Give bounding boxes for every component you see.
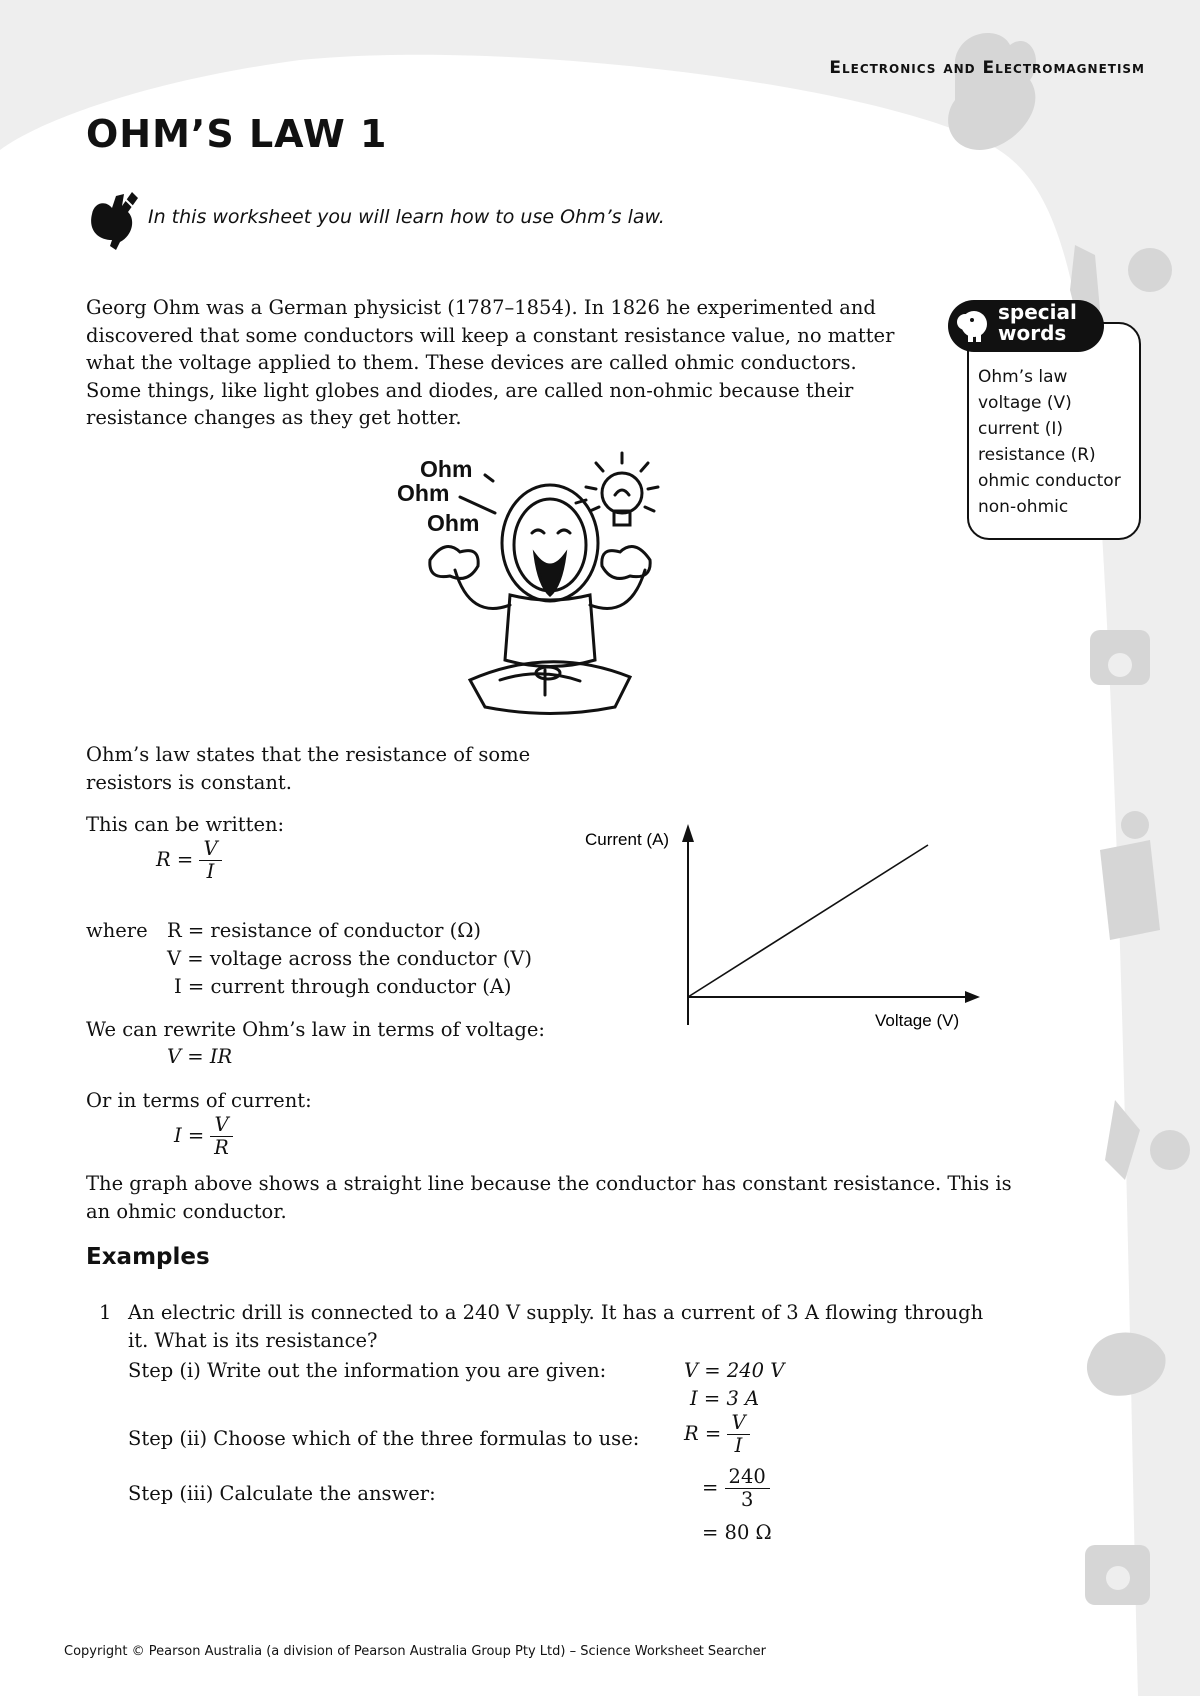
fraction-numerator: V [727, 1412, 749, 1435]
x-axis-label: Voltage (V) [875, 1011, 960, 1030]
light-bulb-icon [576, 453, 658, 525]
step3-calculation [702, 1466, 770, 1511]
intro-paragraph [86, 294, 916, 432]
where-item-r: R = resistance of conductor (Ω) [167, 919, 482, 942]
example-step-2: Step (ii) Choose which of the three formulas to use: [128, 1427, 640, 1450]
step1-voltage: V = 240 V [684, 1359, 785, 1382]
where-item-i: I = current through conductor (A) [174, 975, 512, 998]
step1-current: I = 3 A [690, 1387, 760, 1410]
formula-current [174, 1114, 233, 1159]
ohm-chant-2: Ohm [397, 480, 450, 506]
where-item-v: V = voltage across the conductor (V) [167, 947, 533, 970]
fraction [725, 1466, 770, 1511]
elephant-icon [956, 308, 994, 344]
current-intro: Or in terms of current: [86, 1089, 312, 1112]
fraction [210, 1114, 232, 1159]
fraction-numerator: V [199, 838, 221, 861]
step2-formula [684, 1412, 750, 1457]
ohm-chant-1: Ohm [420, 456, 473, 482]
special-words-heading-2: words [998, 321, 1067, 345]
tool-hand-icon [86, 190, 142, 252]
y-axis-arrow [682, 824, 694, 842]
formula-lhs: R = [684, 1422, 722, 1445]
special-word: current (I) [978, 419, 1064, 439]
special-word: Ohm’s law [978, 367, 1068, 387]
voltage-intro: We can rewrite Ohm’s law in terms of voltage: [86, 1018, 545, 1041]
ohm-chant-3: Ohm [427, 510, 480, 536]
paragraph-line: Some things, like light globes and diodes, are called non-ohmic because their [86, 378, 854, 402]
page-title: OHM’S LAW 1 [86, 112, 388, 156]
worksheet-intro: In this worksheet you will learn how to use Ohm’s law. [148, 206, 665, 228]
series-line [688, 845, 928, 997]
current-voltage-graph [560, 820, 1000, 1040]
special-word: voltage (V) [978, 393, 1072, 413]
special-word: ohmic conductor [978, 471, 1121, 491]
example-step-1: Step (i) Write out the information you are given: [128, 1359, 607, 1382]
y-axis-label: Current (A) [585, 830, 670, 849]
law-statement-line: resistors is constant. [86, 771, 292, 794]
fraction-denominator: I [206, 860, 215, 883]
paragraph-line: what the voltage applied to them. These devices are called ohmic conductors. [86, 351, 857, 374]
example-question [128, 1299, 1028, 1355]
section-header: Electronics and Electromagnetism [829, 58, 1145, 78]
fraction [199, 838, 221, 883]
paragraph-line: Georg Ohm was a German physicist (1787–1854). In 1826 he experimented and [86, 296, 876, 319]
example-question-line: An electric drill is connected to a 240 V supply. It has a current of 3 A flowing through [128, 1301, 984, 1324]
law-statement [86, 741, 530, 797]
fraction-denominator: I [734, 1434, 743, 1457]
fraction-numerator: 240 [725, 1466, 770, 1489]
special-word: non-ohmic [978, 497, 1069, 517]
paragraph-line: discovered that some conductors will keep a constant resistance value, no matter [86, 323, 895, 347]
formula-lhs: I = [174, 1124, 205, 1147]
fraction-denominator: R [214, 1136, 229, 1159]
paragraph-line: resistance changes as they get hotter. [86, 406, 462, 429]
formula-resistance [156, 838, 222, 883]
example-step-3: Step (iii) Calculate the answer: [128, 1482, 436, 1505]
law-statement-line: Ohm’s law states that the resistance of some [86, 743, 531, 766]
formula-lhs: R = [156, 848, 194, 871]
graph-note-line: an ohmic conductor. [86, 1200, 287, 1223]
written-intro: This can be written: [86, 813, 285, 836]
example-number: 1 [99, 1301, 112, 1324]
where-label: where [86, 919, 148, 942]
fraction-denominator: 3 [740, 1488, 754, 1511]
examples-heading: Examples [86, 1244, 210, 1270]
special-words-list [978, 364, 1121, 520]
fraction-numerator: V [210, 1114, 232, 1137]
special-words-tab [948, 300, 1104, 352]
x-axis-arrow [965, 991, 980, 1003]
special-words-heading-1: special [998, 300, 1077, 324]
graph-note-line: The graph above shows a straight line because the conductor has constant resistance. This is [86, 1172, 1012, 1195]
step3-result: = 80 Ω [702, 1521, 772, 1544]
example-question-line: it. What is its resistance? [128, 1329, 378, 1352]
copyright-footer: Copyright © Pearson Australia (a division of Pearson Australia Group Pty Ltd) – Science Worksheet Searcher [64, 1644, 766, 1659]
equals-sign: = [702, 1476, 719, 1499]
fraction [727, 1412, 749, 1457]
graph-note [86, 1170, 1046, 1226]
formula-voltage: V = IR [167, 1045, 233, 1068]
special-word: resistance (R) [978, 445, 1096, 465]
meditating-man-illustration [400, 445, 680, 720]
